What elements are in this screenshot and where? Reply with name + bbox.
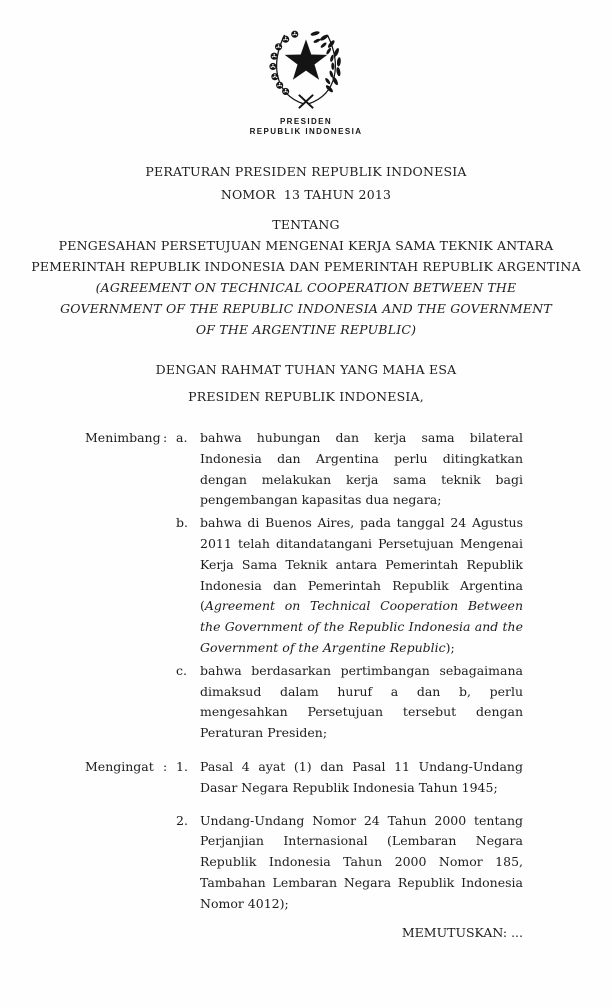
item-text: bahwa hubungan dan kerja sama bilateral Indonesia dan Argentina perlu ditingkatkan dengan melakukan kerja sama teknik bagi pengembangan kapasitas dua negara;: [200, 430, 523, 508]
preamble-block: [0, 359, 612, 407]
memutuskan-line: MEMUTUSKAN: ...: [401, 924, 523, 940]
item-text-normal: );: [445, 639, 455, 655]
clause-mengingat: [85, 757, 523, 915]
mengingat-colon: :: [163, 758, 168, 774]
item-text: Undang-Undang Nomor 24 Tahun 2000 tentang Perjanjian Internasional (Lembaran Negara Republik Indonesia Tahun 2000 Nomor 185, Tambahan Lembaran Negara Republik Indonesia Nomor 4012);: [200, 812, 523, 911]
item-text-normal: bahwa di Buenos Aires, pada tanggal 24 Agustus 2011 telah ditandatangani Persetujuan Mengenai Kerja Sama Teknik antara Pemerintah Republik Indonesia dan Pemerintah Republik Argentina (: [200, 515, 523, 614]
item-marker: 1.: [176, 758, 188, 774]
item-text: Pasal 4 ayat (1) dan Pasal 11 Undang-Undang Dasar Negara Republik Indonesia Tahun 1945;: [200, 758, 523, 795]
item-marker: c.: [176, 662, 187, 678]
emblem-caption-line1: PRESIDEN: [279, 117, 333, 126]
subject-english-line1: (AGREEMENT ON TECHNICAL COOPERATION BETWEEN THE: [95, 280, 517, 295]
menimbang-item-b: [176, 513, 523, 659]
subject-line1: PENGESAHAN PERSETUJUAN MENGENAI KERJA SAMA TEKNIK ANTARA: [58, 238, 554, 253]
subject-block: [0, 214, 612, 340]
subject-line2: PEMERINTAH REPUBLIK INDONESIA DAN PEMERINTAH REPUBLIK ARGENTINA: [31, 259, 581, 274]
menimbang-label-text: Menimbang: [85, 430, 161, 445]
mengingat-item-2: [176, 811, 523, 915]
emblem-block: [0, 0, 612, 137]
item-text-italic: Agreement on Technical Cooperation Between the Government of the Republic Indonesia and the Government of the Argentine Republic: [200, 598, 523, 655]
item-marker: 2.: [176, 812, 188, 828]
item-text: [200, 513, 523, 659]
menimbang-item-c: [176, 661, 523, 744]
presidential-star-wreath-icon: [263, 26, 349, 110]
menimbang-items: [176, 428, 523, 744]
regulation-title: [0, 160, 612, 206]
clause-menimbang: [85, 428, 523, 744]
subject-english-line3: OF THE ARGENTINE REPUBLIC): [195, 322, 417, 337]
mengingat-label-text: Mengingat: [85, 758, 154, 774]
invocation-line: DENGAN RAHMAT TUHAN YANG MAHA ESA: [155, 362, 457, 377]
subject-english-line2: GOVERNMENT OF THE REPUBLIC INDONESIA AND THE GOVERNMENT: [60, 301, 552, 316]
menimbang-colon: :: [163, 430, 168, 445]
emblem-caption-line2: REPUBLIK INDONESIA: [249, 127, 363, 136]
regulation-number: NOMOR 13 TAHUN 2013: [220, 187, 392, 202]
authority-line: PRESIDEN REPUBLIK INDONESIA,: [188, 389, 424, 404]
menimbang-label: [85, 428, 176, 449]
item-marker: a.: [176, 430, 188, 445]
menimbang-item-a: [176, 428, 523, 511]
emblem-caption: [0, 117, 612, 137]
clauses-block: [85, 428, 523, 915]
mengingat-label: [85, 757, 176, 778]
item-text: bahwa berdasarkan pertimbangan sebagaimana dimaksud dalam huruf a dan b, perlu mengesahkan Persetujuan tersebut dengan Peraturan Presiden;: [200, 662, 523, 741]
regulation-title-line1: PERATURAN PRESIDEN REPUBLIK INDONESIA: [145, 164, 467, 179]
mengingat-item-1: [176, 757, 523, 799]
mengingat-items: [176, 757, 523, 915]
item-marker: b.: [176, 515, 188, 531]
tentang-heading: TENTANG: [272, 217, 340, 232]
